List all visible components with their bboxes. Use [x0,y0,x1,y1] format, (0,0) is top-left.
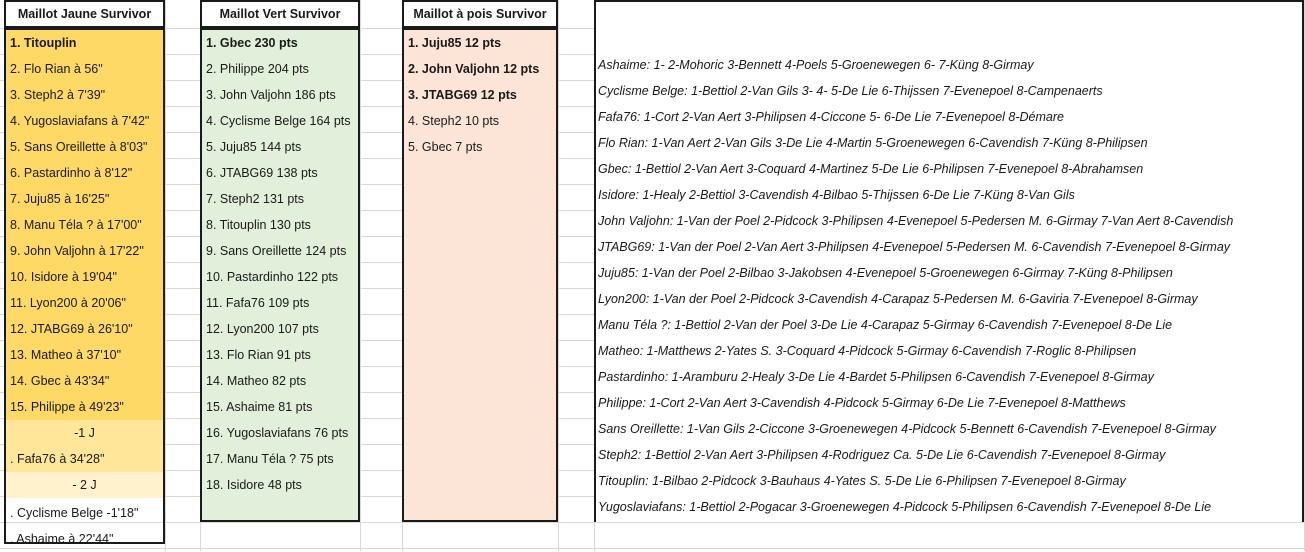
rider-row[interactable]: Lyon200: 1-Van der Poel 2-Pidcock 3-Cavendish 4-Carapaz 5-Pedersen M. 6-Gaviria 7-Evenepoel 8-Girmay [598,292,1198,306]
rider-row[interactable]: Manu Téla ?: 1-Bettiol 2-Van der Poel 3-De Lie 4-Carapaz 5-Girmay 6-Cavendish 7-Evenepoel 8-De Lie [598,318,1173,332]
vert-row[interactable]: 1. Gbec 230 pts [206,36,298,50]
jaune-panel [4,28,165,544]
rider-row[interactable]: Steph2: 1-Bettiol 2-Van Aert 3-Philipsen 4-Rodriguez Ca. 5-De Lie 6-Cavendish 7-Evenepoel 8-Girmay [598,448,1166,462]
jaune-row[interactable]: 7. Juju85 à 16'25" [10,192,110,206]
jaune-row[interactable]: 11. Lyon200 à 20'06" [10,296,126,310]
rider-row[interactable]: JTABG69: 1-Van der Poel 2-Van Aert 3-Philipsen 4-Evenepoel 5-Pedersen M. 6-Cavendish 7-Evenepoel 8-Girmay [598,240,1231,254]
jaune-row[interactable]: 9. John Valjohn à 17'22" [10,244,144,258]
vert-panel [200,28,360,522]
jaune-minus2-row[interactable]: . Cyclisme Belge -1'18" [10,506,139,520]
jaune-row[interactable]: 12. JTABG69 à 26'10" [10,322,133,336]
vert-row[interactable]: 15. Ashaime 81 pts [206,400,313,414]
rider-row[interactable]: Sans Oreillette: 1-Van Gils 2-Ciccone 3-Groenewegen 4-Pidcock 5-Bennett 6-Cavendish 7-Evenepoel 8-Girmay [598,422,1216,436]
vert-row[interactable]: 3. John Valjohn 186 pts [206,88,336,102]
vert-row[interactable]: 17. Manu Téla ? 75 pts [206,452,334,466]
vert-header[interactable] [200,0,360,28]
jaune-minus2-row[interactable]: . Ashaime à 22'44" [10,532,114,546]
vert-row[interactable]: 2. Philippe 204 pts [206,62,309,76]
grid-col-line [360,0,361,551]
grid-col-line [558,0,559,551]
vert-row[interactable]: 13. Flo Rian 91 pts [206,348,311,362]
rider-row[interactable]: Gbec: 1-Bettiol 2-Van Aert 3-Coquard 4-Martinez 5-De Lie 6-Philipsen 7-Evenepoel 8-Abrahamsen [598,162,1144,176]
jaune-row[interactable]: 10. Isidore à 19'04" [10,270,117,284]
vert-row[interactable]: 8. Titouplin 130 pts [206,218,311,232]
pois-row[interactable]: 5. Gbec 7 pts [408,140,483,154]
jaune-row[interactable]: 15. Philippe à 49'23" [10,400,124,414]
vert-row[interactable]: 10. Pastardinho 122 pts [206,270,339,284]
pois-row[interactable]: 3. JTABG69 12 pts [408,88,517,102]
vert-row[interactable]: 4. Cyclisme Belge 164 pts [206,114,351,128]
jaune-minus1-label[interactable]: -1 J [74,426,95,440]
pois-row[interactable]: 1. Juju85 12 pts [408,36,502,50]
grid-col-line [165,0,166,551]
pois-title: Maillot à pois Survivor [413,7,547,21]
grid-row-line [0,548,1305,549]
rider-row[interactable]: Titouplin: 1-Bilbao 2-Pidcock 3-Bauhaus 4-Yates S. 5-De Lie 6-Philipsen 7-Evenepoel 8-Girmay [598,474,1126,488]
jaune-header[interactable] [4,0,165,28]
vert-row[interactable]: 11. Fafa76 109 pts [206,296,310,310]
vert-row[interactable]: 14. Matheo 82 pts [206,374,307,388]
pois-header[interactable] [402,0,558,28]
jaune-row[interactable]: 1. Titouplin [10,36,77,50]
rider-row[interactable]: Philippe: 1-Cort 2-Van Aert 3-Cavendish 4-Pidcock 5-Girmay 6-De Lie 7-Evenepoel 8-Matthews [598,396,1126,410]
jaune-title: Maillot Jaune Survivor [17,7,152,21]
jaune-row[interactable]: 13. Matheo à 37'10" [10,348,122,362]
riders-list [596,2,1302,522]
jaune-row[interactable]: 3. Steph2 à 7'39" [10,88,106,102]
vert-title: Maillot Vert Survivor [219,7,341,21]
rider-row[interactable]: Matheo: 1-Matthews 2-Yates S. 3-Coquard 4-Pidcock 5-Girmay 6-Cavendish 7-Roglic 8-Philipsen [598,344,1137,358]
vert-row[interactable]: 16. Yugoslaviafans 76 pts [206,426,349,440]
rider-row[interactable]: Flo Rian: 1-Van Aert 2-Van Gils 3-De Lie 4-Martin 5-Groenewegen 6-Cavendish 7-Küng 8-Philipsen [598,136,1148,150]
jaune-row[interactable]: 6. Pastardinho à 8'12" [10,166,133,180]
jaune-row[interactable]: 2. Flo Rian à 56" [10,62,103,76]
pois-row[interactable]: 2. John Valjohn 12 pts [408,62,540,76]
pois-row[interactable]: 4. Steph2 10 pts [408,114,500,128]
jaune-minus2-label[interactable]: - 2 J [72,478,97,492]
rider-row[interactable]: John Valjohn: 1-Van der Poel 2-Pidcock 3-Philipsen 4-Evenepoel 5-Pedersen M. 6-Girmay 7-Van Aert 8-Cavendish [598,214,1234,228]
rider-row[interactable]: Juju85: 1-Van der Poel 2-Bilbao 3-Jakobsen 4-Evenepoel 5-Groenewegen 6-Girmay 7-Küng 8-Philipsen [598,266,1173,280]
vert-row[interactable]: 6. JTABG69 138 pts [206,166,318,180]
rider-row[interactable]: Pastardinho: 1-Aramburu 2-Healy 3-De Lie 4-Bardet 5-Philipsen 6-Cavendish 7-Evenepoel 8-Girmay [598,370,1154,384]
rider-row[interactable]: Isidore: 1-Healy 2-Bettiol 3-Cavendish 4-Bilbao 5-Thijssen 6-De Lie 7-Küng 8-Van Gils [598,188,1075,202]
vert-row[interactable]: 18. Isidore 48 pts [206,478,302,492]
grid-row-line [0,522,1305,523]
rider-row[interactable]: Fafa76: 1-Cort 2-Van Aert 3-Philipsen 4-Ciccone 5- 6-De Lie 7-Evenepoel 8-Démare [598,110,1064,124]
vert-row[interactable]: 5. Juju85 144 pts [206,140,302,154]
jaune-row[interactable]: 14. Gbec à 43'34" [10,374,110,388]
vert-row[interactable]: 7. Steph2 131 pts [206,192,304,206]
pois-panel [402,28,558,522]
jaune-minus1-row[interactable]: . Fafa76 à 34'28" [10,452,105,466]
vert-row[interactable]: 12. Lyon200 107 pts [206,322,319,336]
rider-row[interactable]: Cyclisme Belge: 1-Bettiol 2-Van Gils 3- 4- 5-De Lie 6-Thijssen 7-Evenepoel 8-Campenaerts [598,84,1103,98]
jaune-row[interactable]: 5. Sans Oreillette à 8'03" [10,140,148,154]
rider-row[interactable]: Ashaime: 1- 2-Mohoric 3-Bennett 4-Poels 5-Groenewegen 6- 7-Küng 8-Girmay [598,58,1034,72]
riders-panel [594,0,1304,522]
jaune-row[interactable]: 8. Manu Téla ? à 17'00" [10,218,142,232]
vert-row[interactable]: 9. Sans Oreillette 124 pts [206,244,347,258]
jaune-row[interactable]: 4. Yugoslaviafans à 7'42" [10,114,150,128]
rider-row[interactable]: Yugoslaviafans: 1-Bettiol 2-Pogacar 3-Groenewegen 4-Pidcock 5-Philipsen 6-Cavendish 7-Evenepoel 8-De Lie [598,500,1212,514]
